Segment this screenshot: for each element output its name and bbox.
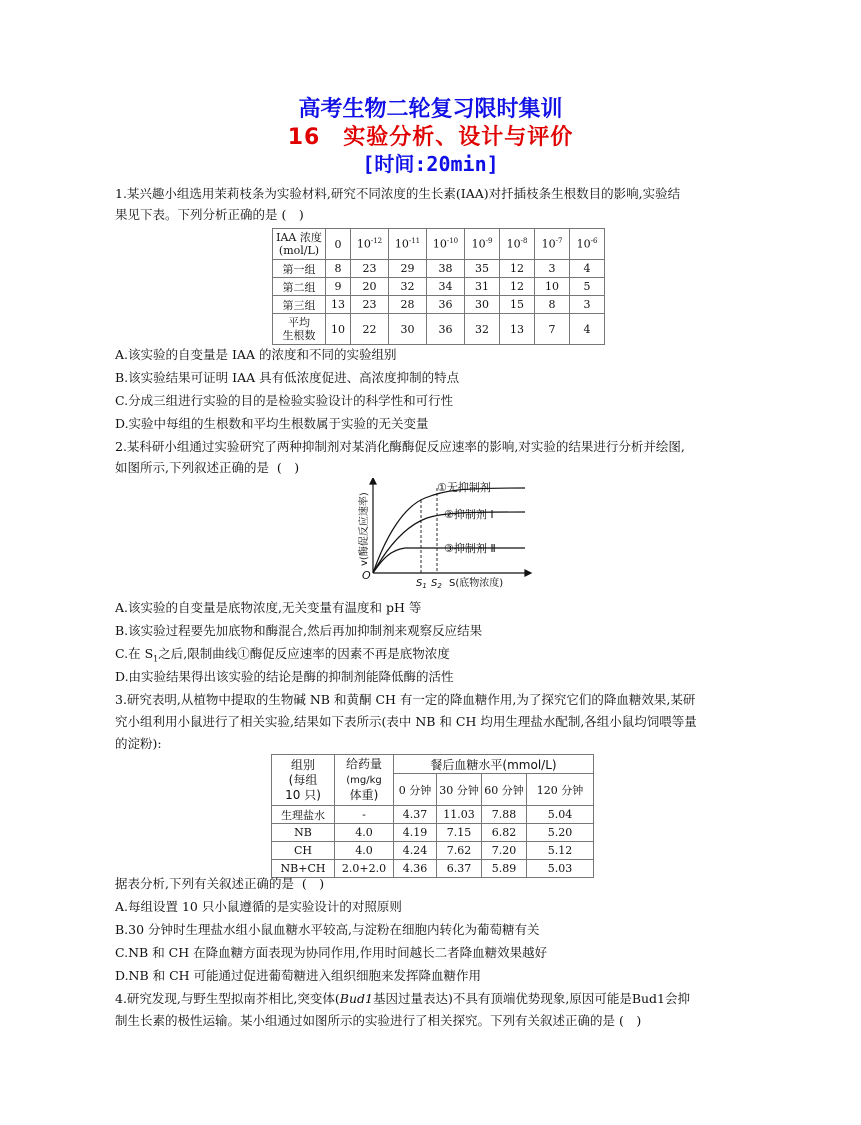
q1-stem-line-2: 果见下表。下列分析正确的是 ( ) xyxy=(115,207,304,222)
q3-head-group: 组别 (每组 10 只) xyxy=(272,755,335,806)
table-row: CH 4.0 4.24 7.62 7.20 5.12 xyxy=(272,842,594,860)
x-axis-arrow xyxy=(525,570,531,576)
q1-option-c: C.分成三组进行实验的目的是检验实验设计的科学性和可行性 xyxy=(115,393,454,408)
q1-table-head-conc: $10^{-6}$ xyxy=(570,229,605,260)
section-title: 16 实验分析、设计与评价 xyxy=(287,125,574,150)
q2-stem-line-2: 如图所示,下列叙述正确的是 ( ) xyxy=(115,460,300,475)
q3-head-time: 30 分钟 xyxy=(437,774,482,806)
q1-table-head-zero: 0 xyxy=(326,229,351,260)
q3-table xyxy=(271,754,594,878)
curve-1 xyxy=(373,488,525,573)
curve-2-label: ②抑制剂 Ⅰ xyxy=(444,508,494,521)
q2-option-d: D.由实验结果得出该实验的结论是酶的抑制剂能降低酶的活性 xyxy=(115,669,454,684)
table-row: 第一组 8 23 29 38 35 12 3 4 xyxy=(273,260,605,278)
q3-option-c: C.NB 和 CH 在降血糖方面表现为协同作用,作用时间越长二者降血糖效果越好 xyxy=(115,945,548,960)
s1-label: $S_1$ xyxy=(416,578,427,590)
q3-option-b: B.30 分钟时生理盐水组小鼠血糖水平较高,与淀粉在细胞内转化为葡萄糖有关 xyxy=(115,922,540,937)
q1-option-b: B.该实验结果可证明 IAA 具有低浓度促进、高浓度抑制的特点 xyxy=(115,370,460,385)
table-row: 第三组 13 23 28 36 30 15 8 3 xyxy=(273,296,605,314)
q1-table-head-conc: $10^{-10}$ xyxy=(427,229,465,260)
q1-table-head-label: IAA 浓度 (mol/L) xyxy=(273,229,326,260)
q1-table-head-conc: $10^{-11}$ xyxy=(389,229,427,260)
q3-head-glucose: 餐后血糖水平(mmol/L) xyxy=(394,755,594,774)
table-row: NB+CH 2.0+2.0 4.36 6.37 5.89 5.03 xyxy=(272,860,594,878)
q3-option-a: A.每组设置 10 只小鼠遵循的是实验设计的对照原则 xyxy=(115,899,402,914)
q3-stem-line-2: 究小组利用小鼠进行了相关实验,结果如下表所示(表中 NB 和 CH 均用生理盐水配制,各组小鼠均饲喂等量 xyxy=(115,714,697,729)
q2-option-b: B.该实验过程要先加底物和酶混合,然后再加抑制剂来观察反应结果 xyxy=(115,623,483,638)
y-axis-label: v(酶促反应速率) xyxy=(359,492,370,566)
page-title: 高考生物二轮复习限时集训 xyxy=(298,97,563,122)
q1-option-d: D.实验中每组的生根数和平均生根数属于实验的无关变量 xyxy=(115,416,429,431)
q4-stem-line-1: 4.研究发现,与野生型拟南芥相比,突变体(Bud1基因过量表达)不具有顶端优势现象,原因可能是Bud1会抑 xyxy=(115,991,691,1006)
q1-table xyxy=(272,228,605,345)
q2-option-a: A.该实验的自变量是底物浓度,无关变量有温度和 pH 等 xyxy=(115,600,422,615)
q2-figure xyxy=(325,478,540,590)
q2-option-c: C.在 $S_1$之后,限制曲线①酶促反应速率的因素不再是底物浓度 xyxy=(115,646,450,664)
origin-label: O xyxy=(362,569,371,582)
curve-1-label: ①无抑制剂 xyxy=(437,481,491,494)
table-row: NB 4.0 4.19 7.15 6.82 5.20 xyxy=(272,824,594,842)
q1-table-head-conc: $10^{-12}$ xyxy=(351,229,389,260)
q3-option-d: D.NB 和 CH 可能通过促进葡萄糖进入组织细胞来发挥降血糖作用 xyxy=(115,968,482,983)
table-row: 平均 生根数 10 22 30 36 32 13 7 4 xyxy=(273,314,605,345)
q3-stem-line-4: 据表分析,下列有关叙述正确的是 ( ) xyxy=(115,876,325,891)
q3-head-time: 120 分钟 xyxy=(527,774,594,806)
s2-label: $S_2$ xyxy=(431,578,442,590)
x-axis-label: S(底物浓度) xyxy=(449,578,504,589)
q1-table-head-conc: $10^{-9}$ xyxy=(465,229,500,260)
q3-head-time: 0 分钟 xyxy=(394,774,437,806)
q4-stem-line-2: 制生长素的极性运输。某小组通过如图所示的实验进行了相关探究。下列有关叙述正确的是 ( ) xyxy=(115,1013,642,1028)
q1-stem-line-1: 1.某兴趣小组选用茉莉枝条为实验材料,研究不同浓度的生长素(IAA)对扦插枝条生根数目的影响,实验结 xyxy=(115,186,681,201)
q3-head-dose: 给药量 (mg/kg 体重) xyxy=(335,755,394,806)
q3-stem-line-1: 3.研究表明,从植物中提取的生物碱 NB 和黄酮 CH 有一定的降血糖作用,为了探究它们的降血糖效果,某研 xyxy=(115,692,696,707)
q1-table-head-conc: $10^{-7}$ xyxy=(535,229,570,260)
time-limit: [时间:20min] xyxy=(362,152,499,176)
y-axis-arrow xyxy=(370,478,376,484)
q3-stem-line-3: 的淀粉): xyxy=(115,736,162,751)
q1-option-a: A.该实验的自变量是 IAA 的浓度和不同的实验组别 xyxy=(115,347,397,362)
table-row: 第二组 9 20 32 34 31 12 10 5 xyxy=(273,278,605,296)
table-row: 生理盐水 - 4.37 11.03 7.88 5.04 xyxy=(272,806,594,824)
q1-table-head-conc: $10^{-8}$ xyxy=(500,229,535,260)
q3-head-time: 60 分钟 xyxy=(482,774,527,806)
q2-stem-line-1: 2.某科研小组通过实验研究了两种抑制剂对某消化酶酶促反应速率的影响,对实验的结果进行分析并绘图, xyxy=(115,439,685,454)
curve-3-label: ③抑制剂 Ⅱ xyxy=(444,542,496,555)
